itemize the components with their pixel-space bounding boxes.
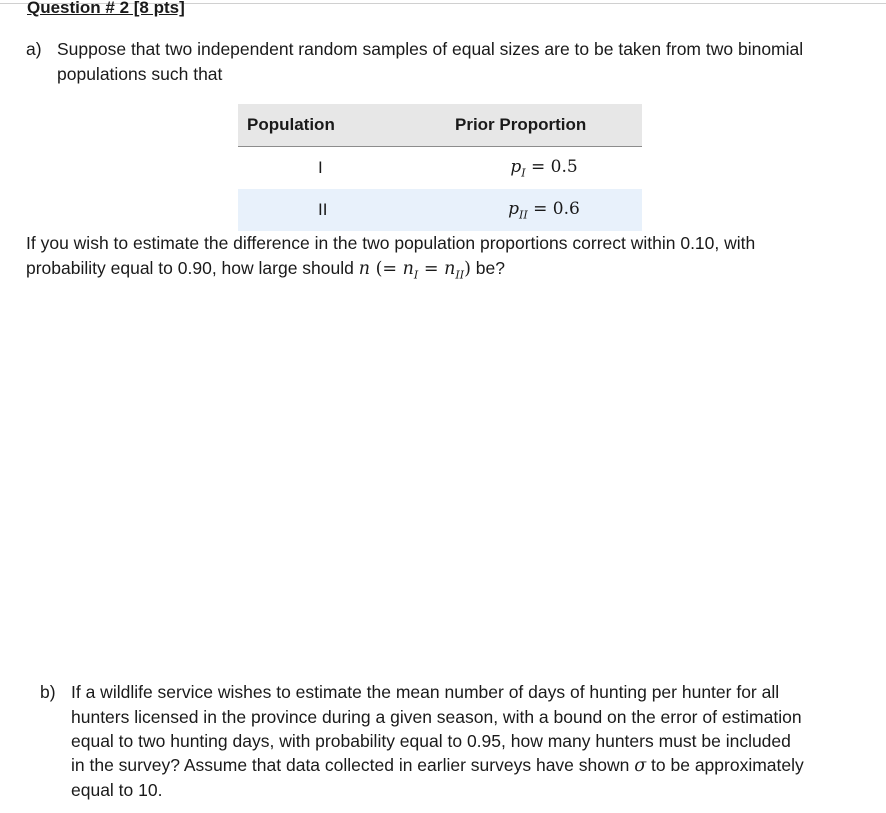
part-b-line2: hunters licensed in the province during a given season, with a bound on the error of estimation [71,707,802,727]
p-subscript: II [519,208,528,222]
part-a-intro-line1: Suppose that two independent random samples of equal sizes are to be taken from two binomial [57,39,804,59]
line4-text-end: to be approximately [646,755,804,775]
p-value: = 0.6 [527,198,580,219]
part-b-label: b) [40,682,56,702]
question-text: probability equal to 0.90, how large should [26,258,359,278]
line4-text: in the survey? Assume that data collected in earlier surveys have shown [71,755,635,775]
part-b-line4 [71,753,804,779]
part-b-line1: If a wildlife service wishes to estimate the mean number of days of hunting per hunter for all [71,682,780,702]
part-b-line5: equal to 10. [71,780,163,800]
p-symbol: p [510,156,522,177]
p-subscript: I [521,166,526,180]
question-heading: Question # 2 [8 pts] [27,0,185,17]
population-cell: II [238,189,446,231]
question-text-end: be? [470,258,505,278]
population-cell: I [318,158,323,177]
n2-subscript: II [455,268,465,282]
table-row [238,189,642,231]
table-row [238,147,642,190]
n2-symbol: n [444,259,456,279]
part-a-question-line2 [26,256,505,288]
header-prior-proportion: Prior Proportion [446,104,642,147]
table-header-row [238,104,642,147]
part-a-label: a) [26,39,42,59]
n1-symbol: n [402,259,414,279]
n-symbol: n [358,259,371,279]
prior-proportion-table [238,104,642,231]
part-b-line3: equal to two hunting days, with probability equal to 0.95, how many hunters must be included [71,731,791,751]
math-close: ) [464,259,471,279]
sigma-symbol: σ [634,756,647,776]
part-a-intro-line2: populations such that [57,64,223,84]
header-population: Population [238,104,446,147]
p-symbol: p [508,198,520,219]
p-value: = 0.5 [525,156,578,177]
n1-subscript: I [413,268,419,282]
part-a-question-line1: If you wish to estimate the difference in the two population proportions correct within 0.10, with [26,233,756,253]
math-open: (= [370,259,403,279]
proportion-cell [446,189,642,231]
proportion-cell [446,147,642,190]
equals-sign: = [418,259,445,279]
